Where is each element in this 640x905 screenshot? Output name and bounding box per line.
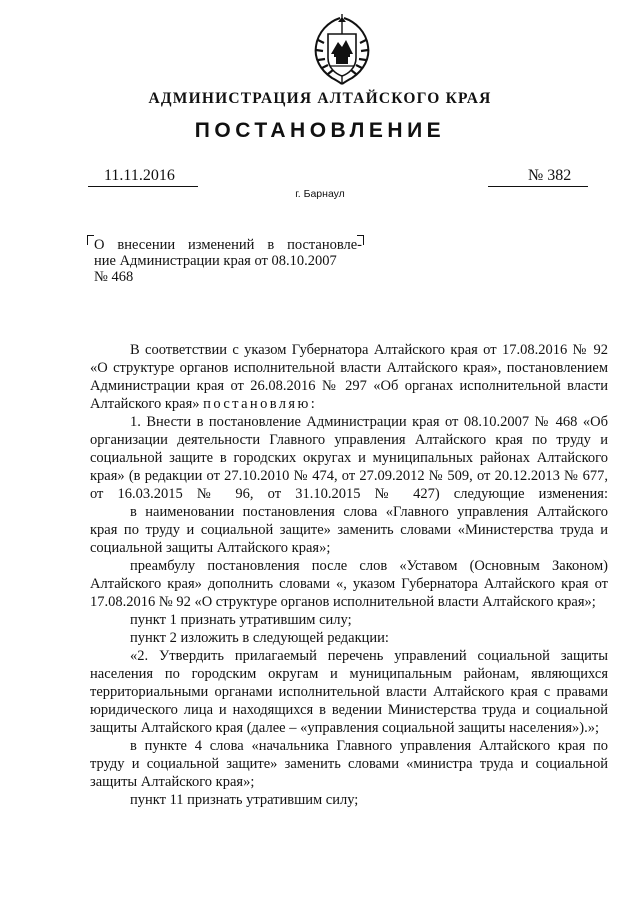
resolve-word: постановляю: (203, 396, 318, 412)
body-paragraph: пункт 1 признать утратившим силу; (130, 612, 352, 628)
number-underline (488, 186, 588, 187)
document-body (90, 341, 608, 809)
document-date: 11.11.2016 (104, 167, 175, 184)
document-type-title: ПОСТАНОВЛЕНИЕ (194, 119, 446, 142)
subject-bracket-left (87, 235, 94, 245)
subject-line: ние Администрации края от 08.10.2007 (94, 253, 337, 269)
preamble-text: В соответствии с указом Губернатора Алтайского края от 17.08.2016 № 92 «О структуре органов исполнительной власти Алтайского края», постановлением Администрации края от 26.08.2016 № 297 «Об органах исполнительной власти Алтайского края» (90, 342, 608, 412)
body-paragraph: «2. Утвердить прилагаемый перечень управлений социальной защиты населения по городским округам и муниципальным районам, являющихся территориальными органами исполнительной власти Алтайского края с правами юридического лица и находящихся в ведении Министерства труда и социальной защиты Алтайского края (далее – «управления социальной защиты населения»).»; (90, 648, 608, 736)
body-paragraph: 1. Внести в постановление Администрации края от 08.10.2007 № 468 «Об организации деятельности Главного управления Алтайского края по труду и социальной защите в городских округах и муниципальных районах Алтайского края» (в редакции от 27.10.2010 № 474, от 27.09.2012 № 509, от 20.12.2013 № 677, от 16.03.2015 № 96, от 31.10.2015 № 427) следующие изменения: (90, 414, 608, 502)
preamble-paragraph (90, 341, 608, 413)
number-field (488, 167, 588, 187)
body-paragraph: в пункте 4 слова «начальника Главного управления Алтайского края по труду и социальной защите» заменить словами «министра труда и социальной защиты Алтайского края»; (90, 738, 608, 790)
city-label: г. Барнаул (295, 188, 345, 200)
coat-of-arms-icon (302, 10, 382, 86)
body-paragraph: пункт 11 признать утратившим силу; (130, 792, 359, 808)
body-paragraph: в наименовании постановления слова «Главного управления Алтайского края по труду и социальной защите» заменить словами «Министерства труда и социальной защиты Алтайского края»; (90, 504, 608, 556)
date-underline (88, 186, 198, 187)
body-paragraph: преамбулу постановления после слов «Уставом (Основным Законом) Алтайского края» дополнить словами «, указом Губернатора Алтайского края от 17.08.2016 № 92 «О структуре органов исполнительной власти Алтайского края»; (90, 558, 608, 610)
organization-title: АДМИНИСТРАЦИЯ АЛТАЙСКОГО КРАЯ (148, 90, 492, 107)
document-subject (94, 237, 362, 285)
document-number: № 382 (528, 167, 572, 184)
body-paragraph: пункт 2 изложить в следующей редакции: (130, 630, 389, 646)
subject-line: О внесении изменений в постановле- (94, 237, 362, 253)
subject-line: № 468 (94, 269, 134, 285)
date-field (88, 167, 198, 187)
